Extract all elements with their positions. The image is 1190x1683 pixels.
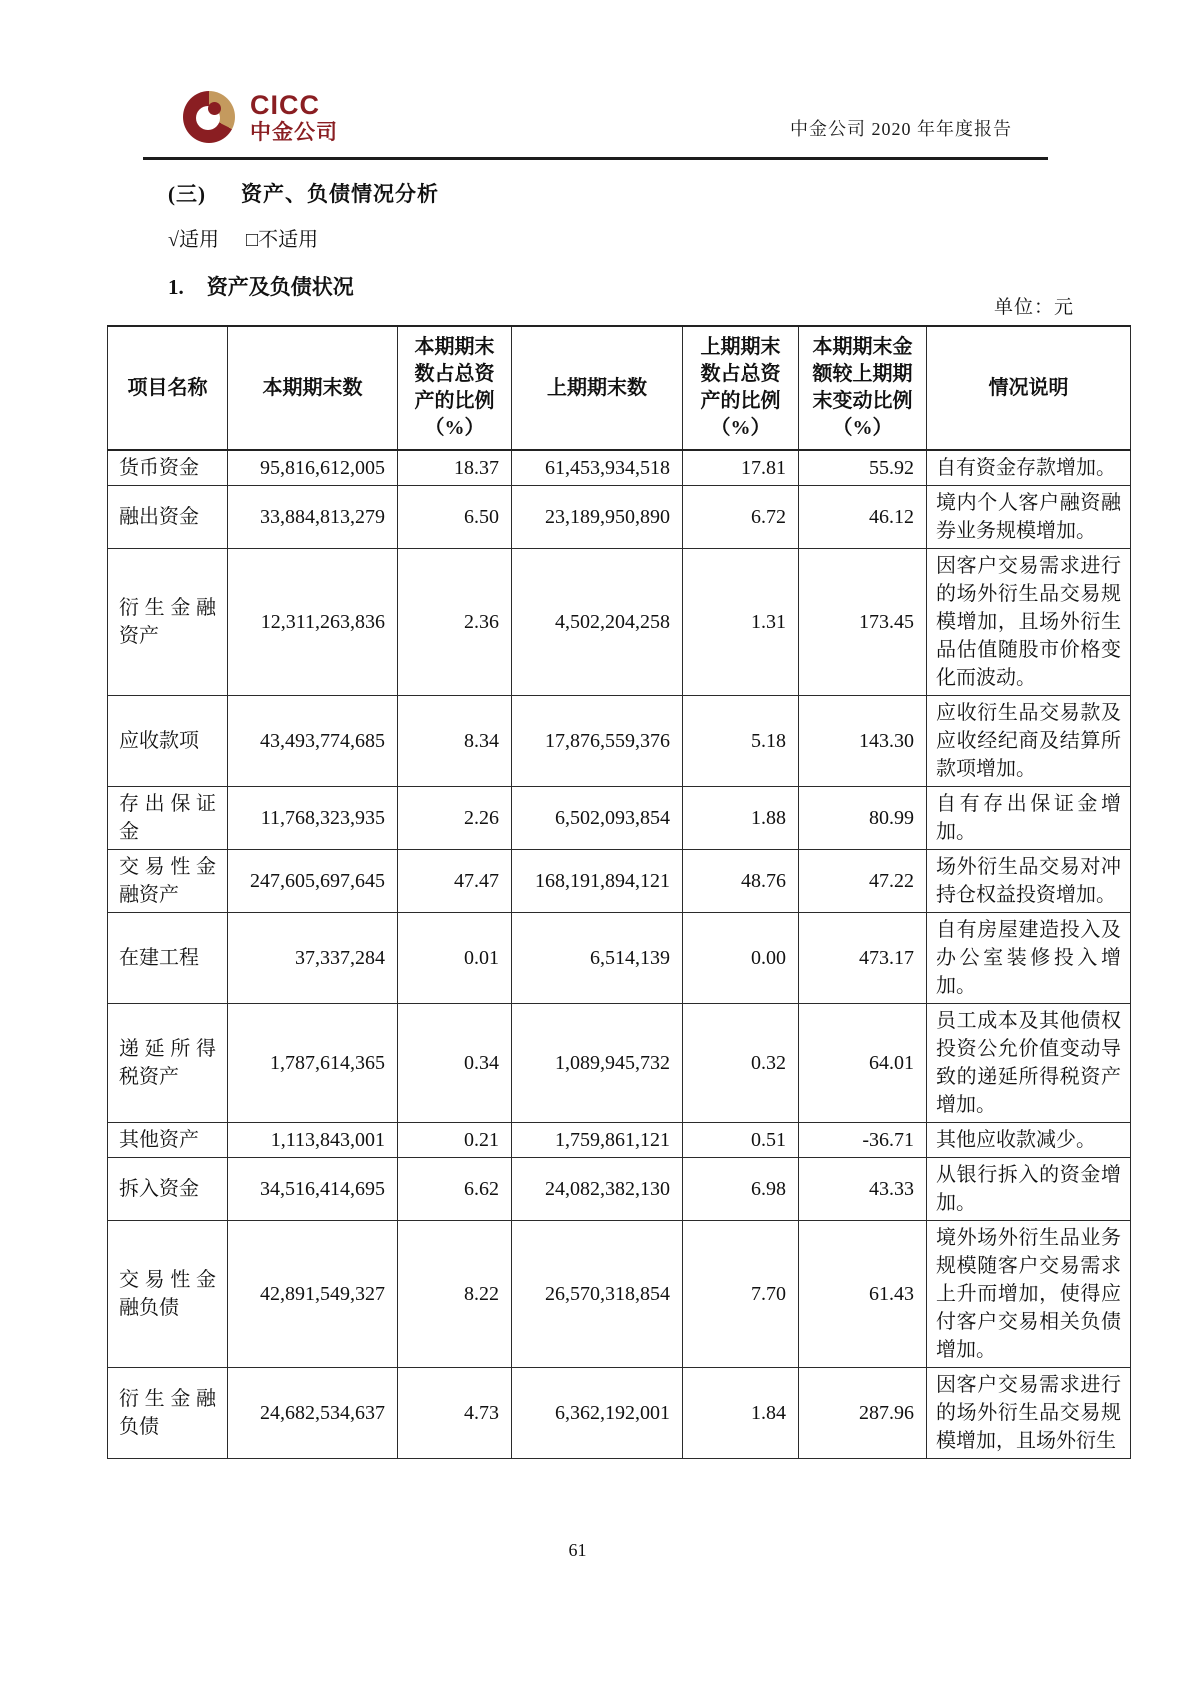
current-pct: 18.37 xyxy=(398,450,512,486)
subsection-heading-index: 1. xyxy=(168,275,184,299)
assets-liabilities-table xyxy=(107,325,1131,1459)
explanation: 自有存出保证金增加。 xyxy=(927,787,1131,850)
table-row xyxy=(108,1368,1131,1459)
current-amount: 34,516,414,695 xyxy=(228,1158,398,1221)
item-name: 融出资金 xyxy=(108,486,228,549)
explanation: 场外衍生品交易对冲持仓权益投资增加。 xyxy=(927,850,1131,913)
current-amount: 24,682,534,637 xyxy=(228,1368,398,1459)
applicable-checked-label: √适用 xyxy=(168,229,219,251)
prior-amount: 4,502,204,258 xyxy=(512,549,683,696)
table-row xyxy=(108,486,1131,549)
prior-pct: 0.51 xyxy=(683,1123,799,1158)
table-row xyxy=(108,1123,1131,1158)
prior-pct: 7.70 xyxy=(683,1221,799,1368)
prior-pct: 48.76 xyxy=(683,850,799,913)
applicability-line xyxy=(168,223,1098,252)
section-heading-title: 资产、负债情况分析 xyxy=(241,182,439,206)
current-pct: 0.21 xyxy=(398,1123,512,1158)
explanation: 因客户交易需求进行的场外衍生品交易规模增加，且场外衍生品估值随股市价格变化而波动。 xyxy=(927,549,1131,696)
change-pct: 46.12 xyxy=(799,486,927,549)
change-pct: 47.22 xyxy=(799,850,927,913)
change-pct: 473.17 xyxy=(799,913,927,1004)
explanation: 从银行拆入的资金增加。 xyxy=(927,1158,1131,1221)
prior-pct: 17.81 xyxy=(683,450,799,486)
explanation: 因客户交易需求进行的场外衍生品交易规模增加，且场外衍生 xyxy=(927,1368,1131,1459)
item-name: 衍生金融负债 xyxy=(108,1368,228,1459)
item-name: 拆入资金 xyxy=(108,1158,228,1221)
prior-amount: 61,453,934,518 xyxy=(512,450,683,486)
current-amount: 33,884,813,279 xyxy=(228,486,398,549)
table-row xyxy=(108,787,1131,850)
current-pct: 2.36 xyxy=(398,549,512,696)
change-pct: -36.71 xyxy=(799,1123,927,1158)
unit-label: 单位：元 xyxy=(993,297,1074,318)
assets-liabilities-section xyxy=(107,292,1130,1459)
prior-pct: 6.98 xyxy=(683,1158,799,1221)
current-amount: 1,787,614,365 xyxy=(228,1004,398,1123)
item-name: 其他资产 xyxy=(108,1123,228,1158)
change-pct: 43.33 xyxy=(799,1158,927,1221)
current-pct: 2.26 xyxy=(398,787,512,850)
explanation: 应收衍生品交易款及应收经纪商及结算所款项增加。 xyxy=(927,696,1131,787)
brand-name-cn: 中金公司 xyxy=(250,119,338,144)
current-pct: 0.34 xyxy=(398,1004,512,1123)
current-amount: 1,113,843,001 xyxy=(228,1123,398,1158)
section-heading-index: (三) xyxy=(168,182,206,206)
change-pct: 55.92 xyxy=(799,450,927,486)
item-name: 在建工程 xyxy=(108,913,228,1004)
section-headings xyxy=(168,178,1098,301)
item-name: 交易性金融负债 xyxy=(108,1221,228,1368)
current-pct: 0.01 xyxy=(398,913,512,1004)
col-header-change-pct: 本期期末金额较上期期末变动比例（%） xyxy=(799,326,927,450)
prior-pct: 6.72 xyxy=(683,486,799,549)
cicc-logo-icon xyxy=(183,91,235,143)
logo-wordmark xyxy=(250,91,338,143)
col-header-explanation: 情况说明 xyxy=(927,326,1131,450)
prior-amount: 24,082,382,130 xyxy=(512,1158,683,1221)
prior-amount: 23,189,950,890 xyxy=(512,486,683,549)
current-pct: 6.62 xyxy=(398,1158,512,1221)
table-row xyxy=(108,1004,1131,1123)
current-pct: 8.22 xyxy=(398,1221,512,1368)
brand-name-en: CICC xyxy=(250,89,320,120)
table-row xyxy=(108,1221,1131,1368)
col-header-item-name: 项目名称 xyxy=(108,326,228,450)
explanation: 其他应收款减少。 xyxy=(927,1123,1131,1158)
col-header-prior-amount: 上期期末数 xyxy=(512,326,683,450)
current-pct: 8.34 xyxy=(398,696,512,787)
prior-amount: 168,191,894,121 xyxy=(512,850,683,913)
prior-amount: 1,089,945,732 xyxy=(512,1004,683,1123)
prior-pct: 5.18 xyxy=(683,696,799,787)
table-row xyxy=(108,549,1131,696)
col-header-prior-pct: 上期期末数占总资产的比例（%） xyxy=(683,326,799,450)
prior-pct: 1.84 xyxy=(683,1368,799,1459)
explanation: 境内个人客户融资融券业务规模增加。 xyxy=(927,486,1131,549)
page-number: 61 xyxy=(568,1540,587,1560)
not-applicable-unchecked-label: □不适用 xyxy=(245,229,319,251)
change-pct: 287.96 xyxy=(799,1368,927,1459)
change-pct: 80.99 xyxy=(799,787,927,850)
current-amount: 247,605,697,645 xyxy=(228,850,398,913)
item-name: 货币资金 xyxy=(108,450,228,486)
prior-amount: 6,514,139 xyxy=(512,913,683,1004)
current-amount: 12,311,263,836 xyxy=(228,549,398,696)
explanation: 自有资金存款增加。 xyxy=(927,450,1131,486)
report-title: 中金公司 2020 年年度报告 xyxy=(790,119,1012,139)
prior-amount: 6,362,192,001 xyxy=(512,1368,683,1459)
current-pct: 47.47 xyxy=(398,850,512,913)
col-header-current-amount: 本期期末数 xyxy=(228,326,398,450)
prior-pct: 1.31 xyxy=(683,549,799,696)
change-pct: 61.43 xyxy=(799,1221,927,1368)
prior-pct: 0.00 xyxy=(683,913,799,1004)
change-pct: 143.30 xyxy=(799,696,927,787)
item-name: 递延所得税资产 xyxy=(108,1004,228,1123)
table-row xyxy=(108,1158,1131,1221)
masthead xyxy=(143,0,1048,160)
subsection-heading-title: 资产及负债状况 xyxy=(206,275,354,299)
current-amount: 95,816,612,005 xyxy=(228,450,398,486)
current-amount: 42,891,549,327 xyxy=(228,1221,398,1368)
current-pct: 4.73 xyxy=(398,1368,512,1459)
change-pct: 173.45 xyxy=(799,549,927,696)
item-name: 应收款项 xyxy=(108,696,228,787)
col-header-current-pct: 本期期末数占总资产的比例（%） xyxy=(398,326,512,450)
prior-amount: 6,502,093,854 xyxy=(512,787,683,850)
table-header-row xyxy=(108,326,1131,450)
prior-amount: 17,876,559,376 xyxy=(512,696,683,787)
table-row xyxy=(108,850,1131,913)
explanation: 境外场外衍生品业务规模随客户交易需求上升而增加，使得应付客户交易相关负债增加。 xyxy=(927,1221,1131,1368)
prior-amount: 1,759,861,121 xyxy=(512,1123,683,1158)
item-name: 存出保证金 xyxy=(108,787,228,850)
item-name: 交易性金融资产 xyxy=(108,850,228,913)
current-amount: 37,337,284 xyxy=(228,913,398,1004)
prior-pct: 0.32 xyxy=(683,1004,799,1123)
table-row xyxy=(108,450,1131,486)
item-name: 衍生金融资产 xyxy=(108,549,228,696)
explanation: 员工成本及其他债权投资公允价值变动导致的递延所得税资产增加。 xyxy=(927,1004,1131,1123)
current-amount: 43,493,774,685 xyxy=(228,696,398,787)
change-pct: 64.01 xyxy=(799,1004,927,1123)
current-pct: 6.50 xyxy=(398,486,512,549)
cicc-logo xyxy=(183,91,338,143)
current-amount: 11,768,323,935 xyxy=(228,787,398,850)
explanation: 自有房屋建造投入及办公室装修投入增加。 xyxy=(927,913,1131,1004)
table-row xyxy=(108,696,1131,787)
prior-amount: 26,570,318,854 xyxy=(512,1221,683,1368)
prior-pct: 1.88 xyxy=(683,787,799,850)
table-row xyxy=(108,913,1131,1004)
section-heading xyxy=(168,178,1098,208)
